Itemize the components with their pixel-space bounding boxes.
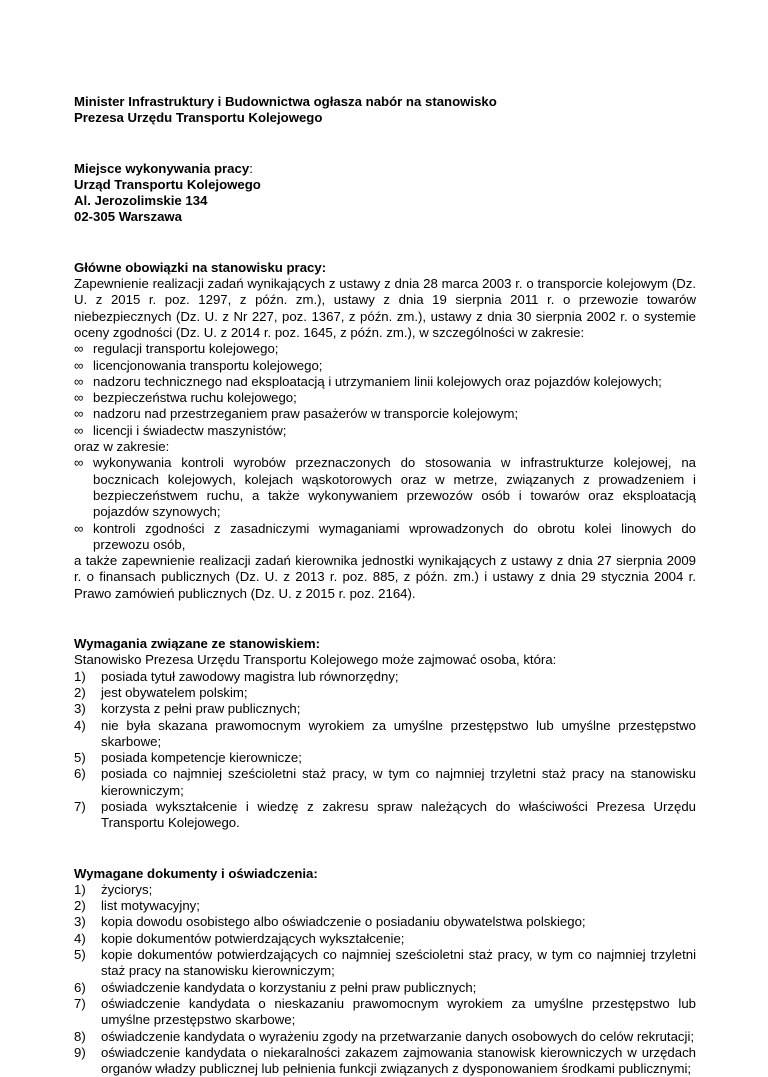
list-item-text: nadzoru nad przestrzeganiem praw pasażerów w transporcie kolejowym; bbox=[93, 406, 519, 422]
bullet-icon: ∞ bbox=[74, 357, 84, 373]
list-item-number: 1) bbox=[74, 881, 86, 897]
list-item-text: kopie dokumentów potwierdzających wykształcenie; bbox=[101, 930, 405, 946]
list-item-text: oświadczenie kandydata o korzystaniu z pełni praw publicznych; bbox=[101, 979, 477, 995]
list-item-number: 2) bbox=[74, 898, 86, 914]
list-item-number: 7) bbox=[74, 995, 86, 1011]
list-item-number: 4) bbox=[74, 930, 86, 946]
list-item bbox=[74, 669, 696, 685]
list-item bbox=[74, 390, 696, 406]
list-item bbox=[74, 931, 696, 947]
list-item bbox=[74, 996, 696, 1029]
list-item bbox=[74, 358, 696, 374]
list-item bbox=[74, 521, 696, 554]
requirements-section bbox=[74, 636, 696, 832]
duties-also-intro: oraz w zakresie: bbox=[74, 439, 170, 455]
list-item-number: 6) bbox=[74, 979, 86, 995]
requirements-intro: Stanowisko Prezesa Urzędu Transportu Kolejowego może zajmować osoba, która: bbox=[74, 652, 557, 668]
list-item bbox=[74, 406, 696, 422]
list-item-text: kontroli zgodności z zasadniczymi wymaganiami wprowadzonych do obrotu kolei linowych do przewozu osób, bbox=[93, 520, 696, 552]
workplace-label: Miejsce wykonywania pracy bbox=[74, 160, 250, 176]
duties-section bbox=[74, 260, 696, 602]
list-item-number: 4) bbox=[74, 717, 86, 733]
list-item bbox=[74, 1045, 696, 1077]
list-item bbox=[74, 799, 696, 832]
duties-also-list bbox=[74, 455, 696, 553]
list-item-number: 2) bbox=[74, 684, 86, 700]
list-item bbox=[74, 341, 696, 357]
list-item bbox=[74, 898, 696, 914]
announcement-title bbox=[74, 94, 696, 127]
workplace-line-2: Al. Jerozolimskie 134 bbox=[74, 193, 208, 209]
bullet-icon: ∞ bbox=[74, 406, 84, 422]
list-item bbox=[74, 914, 696, 930]
duties-list bbox=[74, 341, 696, 439]
documents-list bbox=[74, 882, 696, 1077]
list-item-text: licencji i świadectw maszynistów; bbox=[93, 422, 287, 438]
list-item-number: 5) bbox=[74, 750, 86, 766]
list-item bbox=[74, 455, 696, 520]
list-item bbox=[74, 750, 696, 766]
documents-section bbox=[74, 866, 696, 1077]
list-item-number: 3) bbox=[74, 914, 86, 930]
list-item-text: kopia dowodu osobistego albo oświadczenie o posiadaniu obywatelstwa polskiego; bbox=[101, 914, 586, 930]
list-item-text: wykonywania kontroli wyrobów przeznaczonych do stosowania w infrastrukturze kolejowej, na bocznicach kolejowych, kolejach wąskotorowych oraz w metrze, związanych z prowadzeniem i bezpieczeństwem ruchu, a także wykonywaniem przewozów osób i towarów oraz eksploatacją pojazdów szynowych; bbox=[93, 455, 696, 520]
duties-closing: a także zapewnienie realizacji zadań kierownika jednostki wynikających z ustawy z dnia 27 sierpnia 2009 r. o finansach publicznych (Dz. U. z 2013 r. poz. 885, z późn. zm.) i ustawy z dnia 29 stycznia 2004 r. Prawo zamówień publicznych (Dz. U. z 2015 r. poz. 2164). bbox=[74, 553, 696, 601]
list-item-text: posiada tytuł zawodowy magistra lub równorzędny; bbox=[101, 668, 399, 684]
list-item-text: korzysta z pełni praw publicznych; bbox=[101, 701, 301, 717]
list-item bbox=[74, 423, 696, 439]
list-item-number: 3) bbox=[74, 701, 86, 717]
list-item-text: posiada kompetencje kierownicze; bbox=[101, 750, 302, 766]
requirements-heading: Wymagania związane ze stanowiskiem: bbox=[74, 636, 321, 652]
list-item-text: licencjonowania transportu kolejowego; bbox=[93, 357, 323, 373]
bullet-icon: ∞ bbox=[74, 373, 84, 389]
bullet-icon: ∞ bbox=[74, 422, 84, 438]
list-item-text: kopie dokumentów potwierdzających co najmniej sześcioletni staż pracy, w tym co najmniej trzyletni staż pracy na stanowisku kierowniczym; bbox=[101, 947, 696, 979]
list-item bbox=[74, 718, 696, 751]
list-item bbox=[74, 1029, 696, 1045]
workplace-section bbox=[74, 161, 696, 226]
list-item-number: 6) bbox=[74, 766, 86, 782]
bullet-icon: ∞ bbox=[74, 341, 84, 357]
duties-intro: Zapewnienie realizacji zadań wynikających z ustawy z dnia 28 marca 2003 r. o transporcie kolejowym (Dz. U. z 2015 r. poz. 1297, z późn. zm.), ustawy z dnia 19 sierpnia 2011 r. o przewozie towarów niebezpiecznych (Dz. U. z Nr 227, poz. 1367, z późn. zm.), ustawy z dnia 30 sierpnia 2002 r. o systemie oceny zgodności (Dz. U. z 2014 r. poz. 1645, z późn. zm.), w szczególności w zakresie: bbox=[74, 276, 696, 340]
list-item-text: oświadczenie kandydata o nieskazaniu prawomocnym wyrokiem za umyślne przestępstwo lub umyślne przestępstwo skarbowe; bbox=[101, 995, 696, 1028]
list-item bbox=[74, 374, 696, 390]
list-item-number: 5) bbox=[74, 947, 86, 963]
bullet-icon: ∞ bbox=[74, 520, 84, 536]
list-item-text: nie była skazana prawomocnym wyrokiem za umyślne przestępstwo lub umyślne przestępstwo skarbowe; bbox=[101, 717, 696, 749]
duties-heading: Główne obowiązki na stanowisku pracy: bbox=[74, 259, 327, 275]
list-item-text: nadzoru technicznego nad eksploatacją i utrzymaniem linii kolejowych oraz pojazdów kolejowych; bbox=[93, 373, 662, 389]
document-page bbox=[74, 94, 696, 1077]
list-item-text: regulacji transportu kolejowego; bbox=[93, 341, 279, 357]
list-item-number: 1) bbox=[74, 668, 86, 684]
announcement-title-line-1: Minister Infrastruktury i Budownictwa ogłasza nabór na stanowisko bbox=[74, 94, 497, 109]
bullet-icon: ∞ bbox=[74, 455, 84, 471]
bullet-icon: ∞ bbox=[74, 390, 84, 406]
workplace-label-colon: : bbox=[249, 160, 253, 176]
list-item bbox=[74, 685, 696, 701]
announcement-title-line-2: Prezesa Urzędu Transportu Kolejowego bbox=[74, 110, 323, 126]
list-item bbox=[74, 701, 696, 717]
workplace-heading bbox=[74, 161, 696, 177]
list-item-number: 9) bbox=[74, 1044, 86, 1060]
list-item-text: jest obywatelem polskim; bbox=[101, 684, 248, 700]
list-item bbox=[74, 766, 696, 799]
list-item-text: list motywacyjny; bbox=[101, 898, 200, 914]
list-item-text: posiada co najmniej sześcioletni staż pracy, w tym co najmniej trzyletni staż pracy na stanowisku kierowniczym; bbox=[101, 766, 696, 798]
list-item-text: posiada wykształcenie i wiedzę z zakresu spraw należących do właściwości Prezesa Urzędu Transportu Kolejowego. bbox=[101, 798, 696, 831]
workplace-line-3: 02-305 Warszawa bbox=[74, 209, 183, 225]
requirements-list bbox=[74, 669, 696, 832]
list-item-number: 7) bbox=[74, 798, 86, 814]
list-item-text: oświadczenie kandydata o wyrażeniu zgody na przetwarzanie danych osobowych do celów rekrutacji; bbox=[101, 1028, 695, 1044]
list-item-text: oświadczenie kandydata o niekaralności zakazem zajmowania stanowisk kierowniczych w urzędach organów władzy publicznej lub pełnienia funkcji związanych z dysponowaniem środkami publicznymi; bbox=[101, 1044, 696, 1077]
list-item-number: 8) bbox=[74, 1028, 86, 1044]
list-item bbox=[74, 947, 696, 980]
list-item-text: bezpieczeństwa ruchu kolejowego; bbox=[93, 390, 297, 406]
list-item-text: życiorys; bbox=[101, 881, 153, 897]
workplace-line-1: Urząd Transportu Kolejowego bbox=[74, 176, 261, 192]
documents-heading: Wymagane dokumenty i oświadczenia: bbox=[74, 865, 318, 881]
list-item bbox=[74, 882, 696, 898]
